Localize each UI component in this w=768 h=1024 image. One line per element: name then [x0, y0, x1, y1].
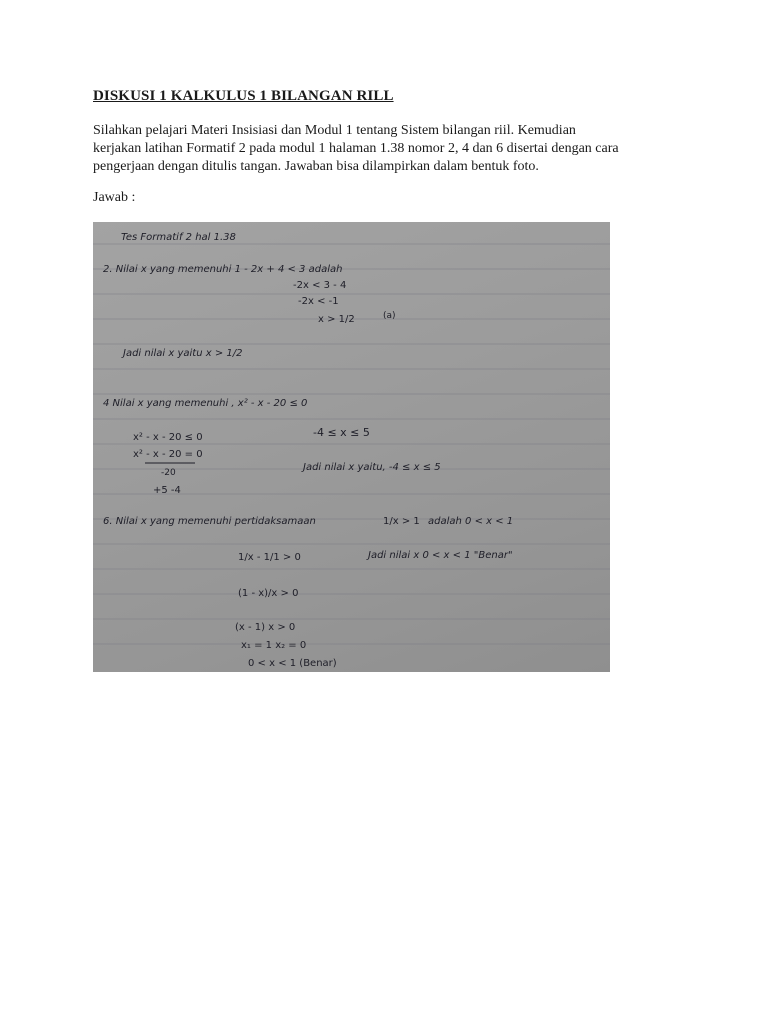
- q2-step: (a): [383, 311, 396, 321]
- q6-step: 1/x - 1/1 > 0: [238, 552, 301, 563]
- document-title: DISKUSI 1 KALKULUS 1 BILANGAN RILL: [93, 88, 394, 104]
- q4-step: -20: [161, 468, 176, 478]
- q2-conclusion: Jadi nilai x yaitu x > 1/2: [123, 348, 243, 359]
- q6-step: 0 < x < 1 (Benar): [248, 658, 337, 669]
- q6-step: (1 - x)/x > 0: [238, 588, 299, 599]
- q4-question: 4 Nilai x yang memenuhi , x² - x - 20 ≤ 0: [103, 398, 308, 409]
- q6-inequality: 1/x > 1: [383, 516, 420, 527]
- q4-step: +5 -4: [153, 485, 181, 496]
- q4-step: x² - x - 20 = 0: [133, 449, 203, 460]
- instruction-line: kerjakan latihan Formatif 2 pada modul 1 halaman 1.38 nomor 2, 4 dan 6 disertai dengan cara: [93, 141, 619, 156]
- answer-label: Jawab :: [93, 190, 136, 205]
- handwritten-answer-photo: [93, 222, 610, 672]
- instruction-paragraph: [93, 122, 693, 176]
- instruction-line: Silahkan pelajari Materi Insisiasi dan Modul 1 tentang Sistem bilangan riil. Kemudian: [93, 123, 576, 138]
- instruction-line: pengerjaan dengan ditulis tangan. Jawaban bisa dilampirkan dalam bentuk foto.: [93, 159, 539, 174]
- q2-step: -2x < 3 - 4: [293, 280, 347, 291]
- q4-range: -4 ≤ x ≤ 5: [313, 426, 370, 439]
- q4-step: x² - x - 20 ≤ 0: [133, 432, 203, 443]
- q2-step: -2x < -1: [298, 296, 339, 307]
- q2-question: 2. Nilai x yang memenuhi 1 - 2x + 4 < 3 adalah: [103, 264, 343, 275]
- photo-header: Tes Formatif 2 hal 1.38: [121, 232, 236, 243]
- ruled-lines: [93, 244, 610, 644]
- notebook-page: [93, 222, 610, 672]
- q6-question: 6. Nilai x yang memenuhi pertidaksamaan: [103, 516, 316, 527]
- q2-step: x > 1/2: [318, 314, 355, 325]
- q6-conclusion: Jadi nilai x 0 < x < 1 "Benar": [368, 550, 513, 561]
- q6-step: (x - 1) x > 0: [235, 622, 296, 633]
- q6-answer: adalah 0 < x < 1: [428, 516, 514, 527]
- q6-step: x₁ = 1 x₂ = 0: [241, 640, 307, 651]
- q4-conclusion: Jadi nilai x yaitu, -4 ≤ x ≤ 5: [303, 462, 441, 473]
